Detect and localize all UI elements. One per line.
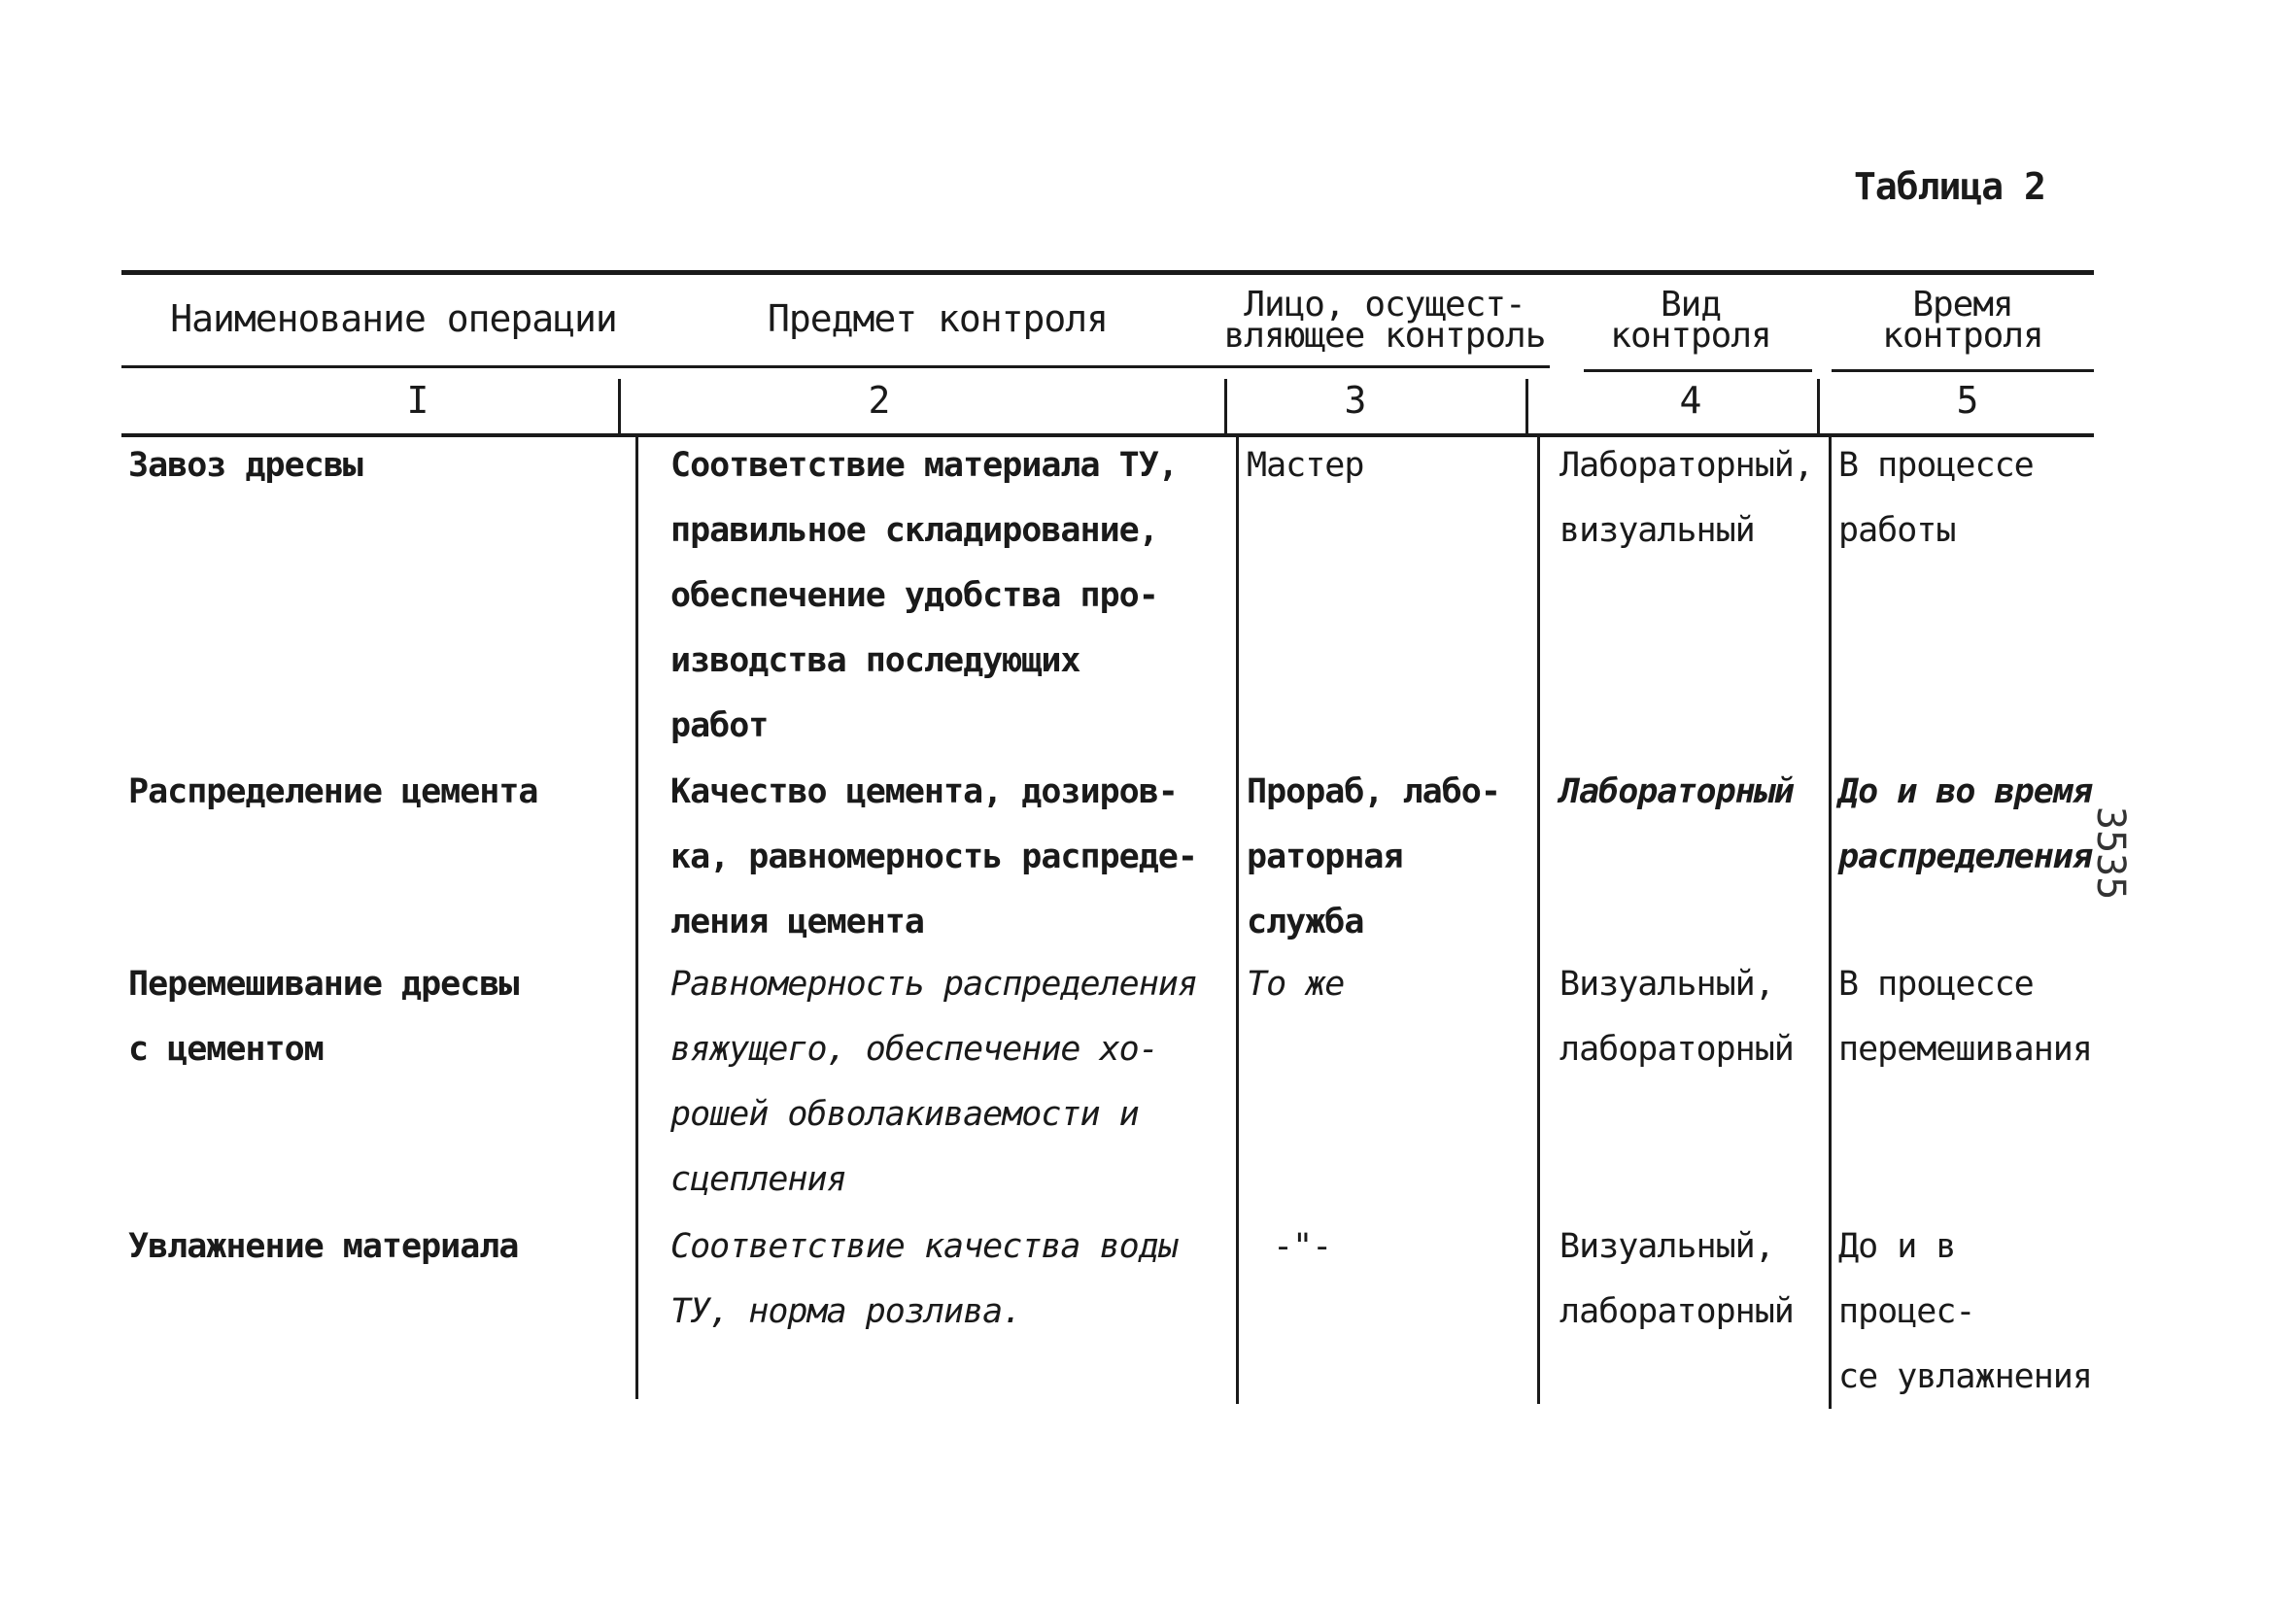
column-divider-1-top <box>618 379 621 435</box>
row2-operation: Распределение цемента <box>128 772 538 811</box>
table-top-rule <box>121 270 2094 275</box>
side-page-number: 3535 <box>2088 806 2133 901</box>
column-divider-3-top <box>1525 379 1528 435</box>
row3-subject: Равномерность распределения вяжущего, обеспечение хо- рошей обволакиваемости и сцепления <box>670 965 1197 1199</box>
row1-subject: Соответствие материала ТУ, правильное складирование, обеспечение удобства про- изводства последующих работ <box>670 446 1178 745</box>
column-number-4: 4 <box>1679 379 1702 422</box>
header-time: Время контроля <box>1882 285 2043 356</box>
header-operation: Наименование операции <box>170 297 617 340</box>
row4-person: -"- <box>1273 1227 1332 1266</box>
column-divider-2 <box>1236 437 1239 1404</box>
header-subject: Предмет контроля <box>767 297 1109 340</box>
row3-kind: Визуальный, лабораторный <box>1559 965 1794 1069</box>
column-divider-4-top <box>1817 379 1820 435</box>
header-bottom-rule-3 <box>1832 369 2094 372</box>
row2-kind: Лабораторный <box>1559 772 1794 811</box>
row1-time: В процессе работы <box>1838 446 2034 550</box>
column-divider-1 <box>635 437 638 1399</box>
header-kind: Вид контроля <box>1610 285 1771 356</box>
row1-operation: Завоз дресвы <box>128 446 362 485</box>
row1-kind: Лабораторный, визуальный <box>1559 446 1813 550</box>
header-person: Лицо, осущест- вляющее контроль <box>1223 285 1546 356</box>
row2-person: Прораб, лабо- раторная служба <box>1247 772 1500 941</box>
row1-person: Мастер <box>1247 446 1364 485</box>
header-bottom-rule-2 <box>1584 369 1812 372</box>
column-number-1: I <box>406 379 429 422</box>
column-divider-2-top <box>1224 379 1227 435</box>
row4-time: До и в процес- се увлажнения <box>1838 1227 2092 1396</box>
column-divider-4 <box>1829 437 1832 1409</box>
column-number-2: 2 <box>868 379 891 422</box>
row4-operation: Увлажнение материала <box>128 1227 519 1266</box>
row3-time: В процессе перемешивания <box>1838 965 2092 1069</box>
row2-subject: Качество цемента, дозиров- ка, равномерность распреде- ления цемента <box>670 772 1197 941</box>
table-caption: Таблица 2 <box>1854 165 2045 208</box>
header-bottom-rule-1 <box>121 365 1550 368</box>
row4-subject: Соответствие качества воды ТУ, норма розлива. <box>670 1227 1178 1331</box>
column-number-3: 3 <box>1344 379 1367 422</box>
row3-person: То же <box>1247 965 1345 1004</box>
row3-operation: Перемешивание дресвы с цементом <box>128 965 519 1069</box>
row2-time: До и во время распределения <box>1838 772 2092 876</box>
row4-kind: Визуальный, лабораторный <box>1559 1227 1794 1331</box>
column-divider-3 <box>1537 437 1540 1404</box>
column-number-5: 5 <box>1956 379 1979 422</box>
